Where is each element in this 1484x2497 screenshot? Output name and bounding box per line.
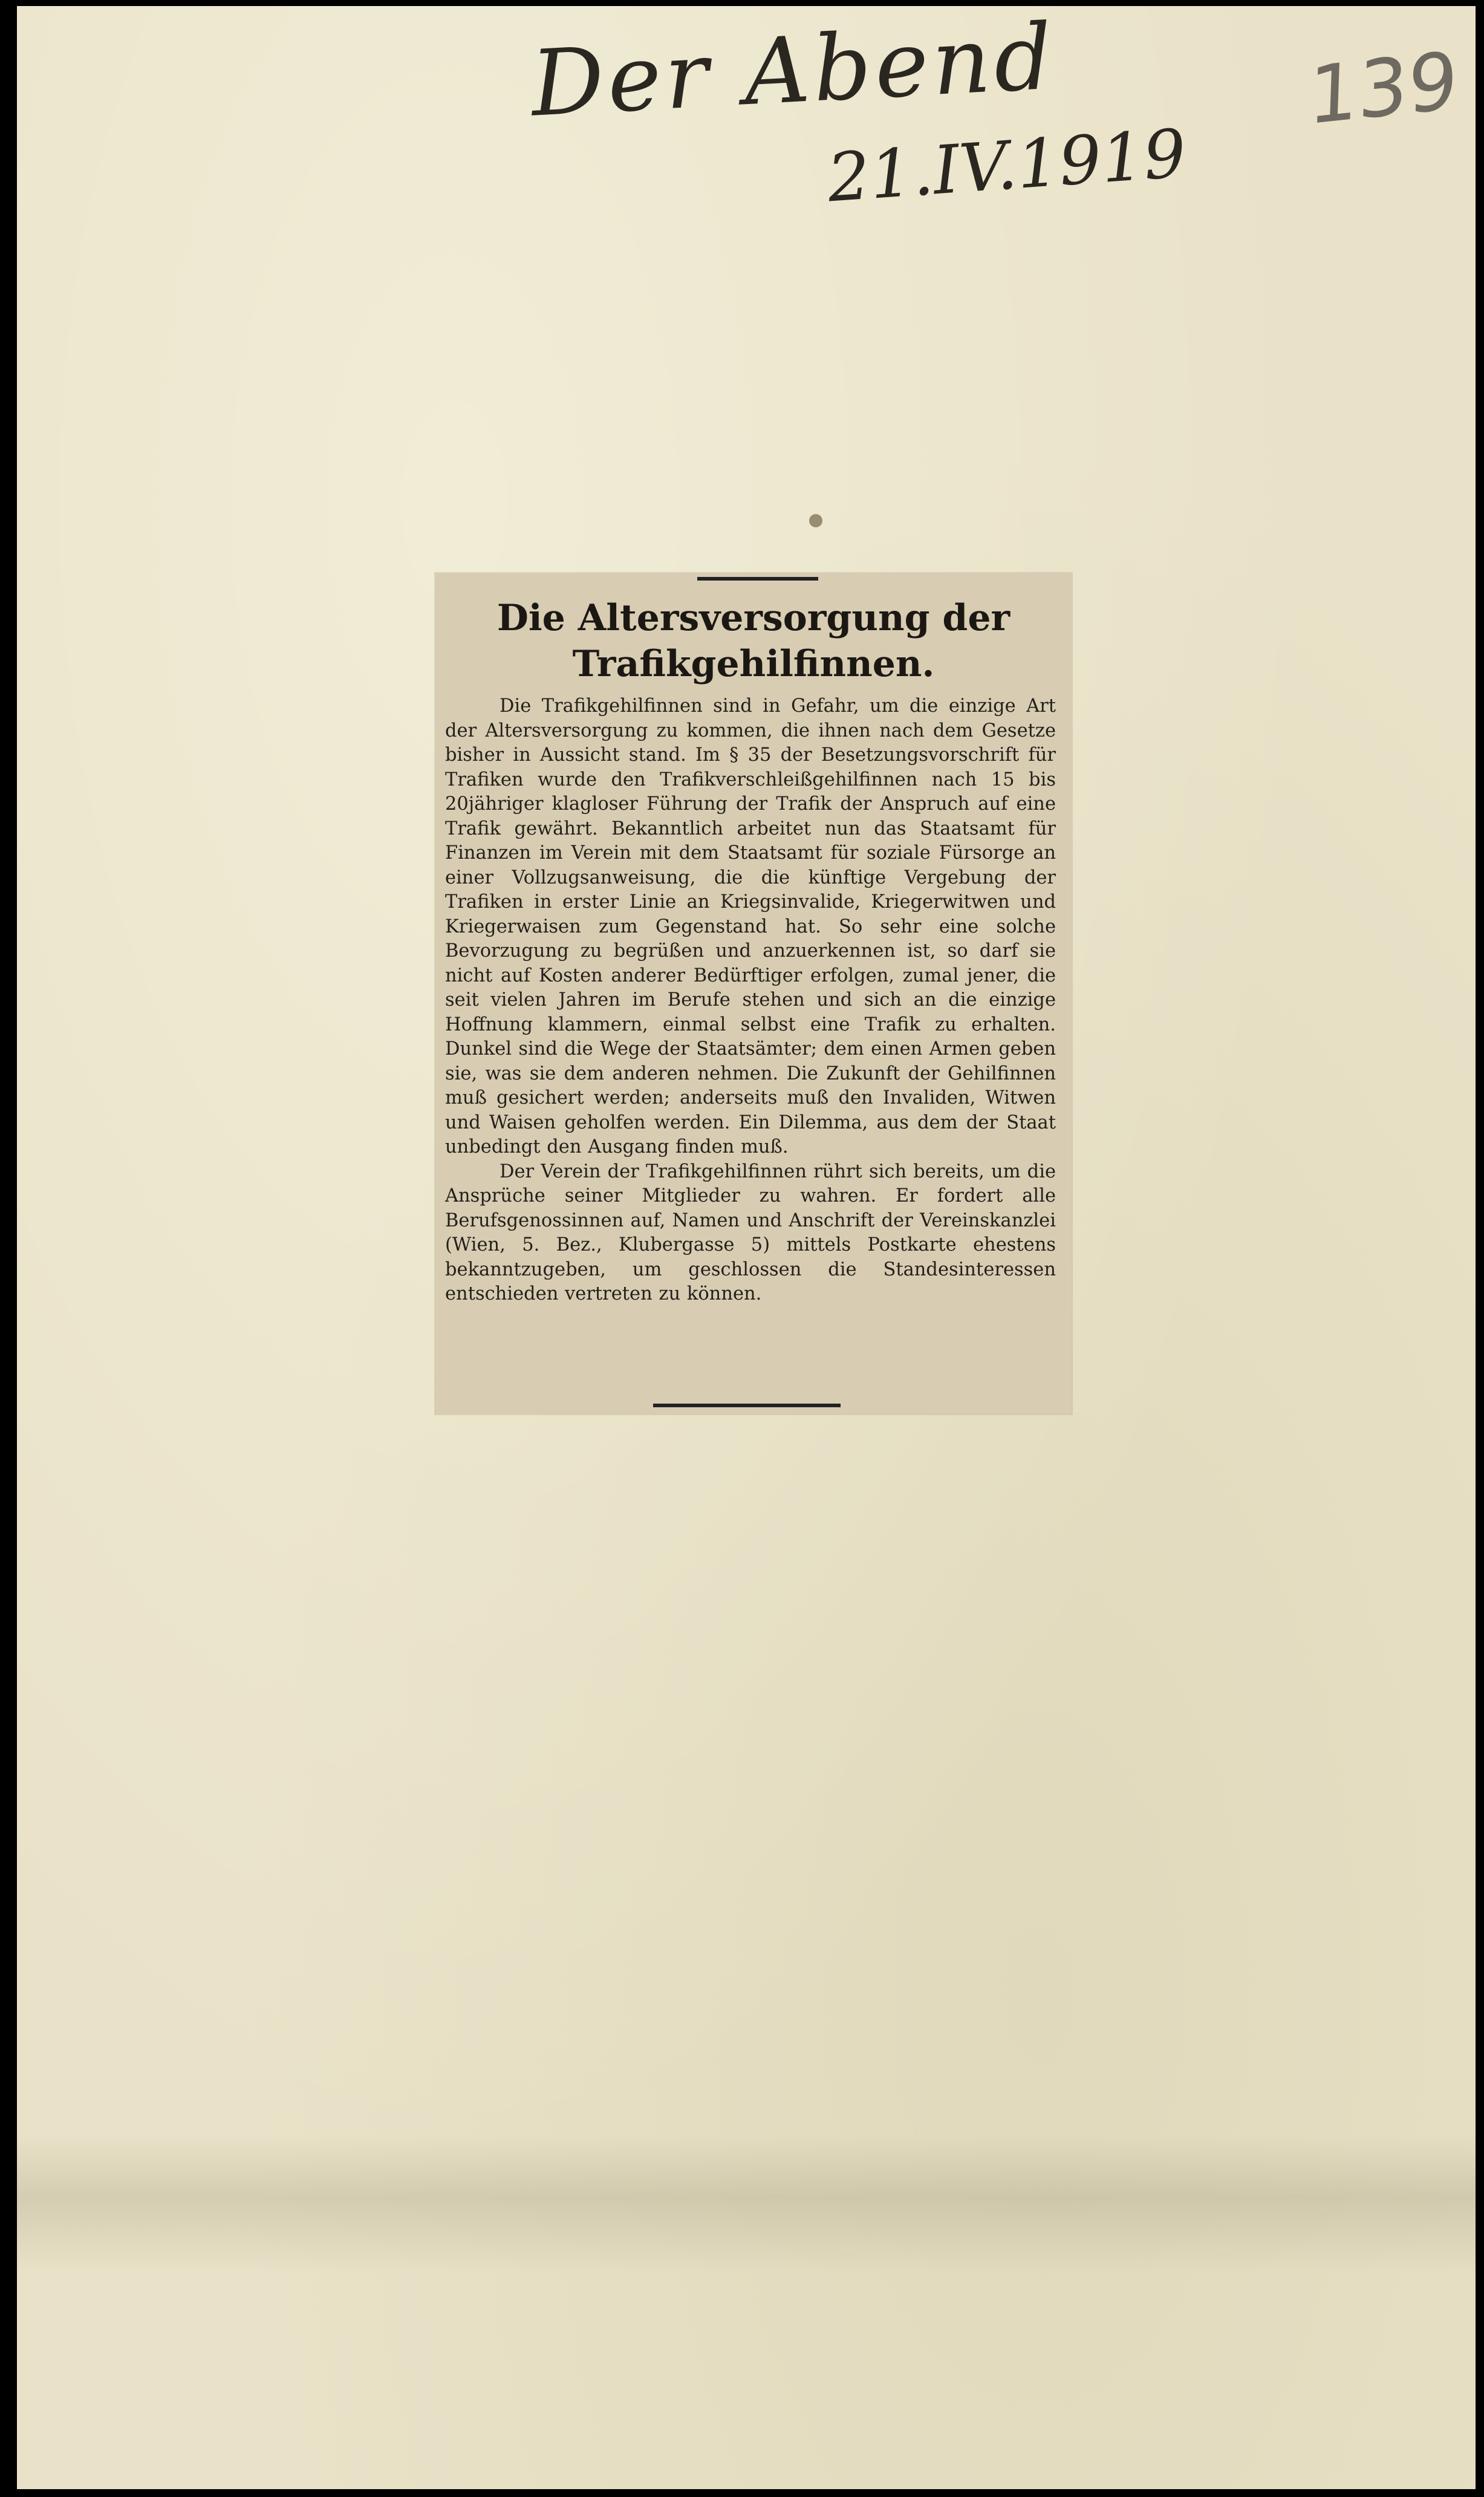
article-body [445,694,1056,1307]
pinhole-mark [809,514,822,527]
handwritten-folio-number: 139 [1307,34,1460,143]
archive-sheet [17,6,1476,2489]
newspaper-clipping [435,573,1072,1414]
article-paragraph: Die Trafikgehilfinnen sind in Gefahr, um die einzige Art der Altersversorgung zu kommen, die ihnen nach dem Gesetze bisher in Aussicht stand. Im § 35 der Besetzungsvorschrift für Trafiken wurde den Trafikverschleißgehilfinnen nach 15 bis 20jähriger klagloser Führung der Trafik der Anspruch auf eine Trafik gewährt. Bekanntlich arbeitet nun das Staatsamt für Finanzen im Verein mit dem Staatsamt für soziale Fürsorge an einer Vollzugsanweisung, die die künftige Vergebung der Trafiken in erster Linie an Kriegsinvalide, Kriegerwitwen und Kriegerwaisen zum Gegenstand hat. So sehr eine solche Bevorzugung zu begrüßen und anzuerkennen ist, so darf sie nicht auf Kosten anderer Bedürftiger erfolgen, zumal jener, die seit vielen Jahren im Berufe stehen und sich an die einzige Hoffnung klammern, einmal selbst eine Trafik zu erhalten. Dunkel sind die Wege der Staatsämter; dem einen Armen geben sie, was sie dem anderen nehmen. Die Zukunft der Gehilfinnen muß gesichert werden; anderseits muß den Invaliden, Witwen und Waisen geholfen werden. Ein Dilemma, aus dem der Staat unbedingt den Ausgang finden muß. [445,695,1056,1157]
article-paragraph: Der Verein der Trafikgehilfinnen rührt sich bereits, um die Ansprüche seiner Mitglieder zu wahren. Er fordert alle Berufsgenossinnen auf, Namen und Anschrift der Vereinskanzlei (Wien, 5. Bez., Klubergasse 5) mittels Postkarte ehestens bekanntzugeben, um geschlossen die Standesinteressen entschieden vertreten zu können. [445,1161,1056,1304]
paper-fold-shadow [17,2135,1476,2274]
article-headline: Die Altersversorgung der Trafikgehilfinnen. [496,597,1010,685]
clipping-top-rule [697,577,818,581]
handwritten-date: 21.IV.1919 [825,114,1189,217]
clipping-bottom-rule [653,1404,841,1407]
handwritten-newspaper-name: Der Abend [529,4,1059,137]
